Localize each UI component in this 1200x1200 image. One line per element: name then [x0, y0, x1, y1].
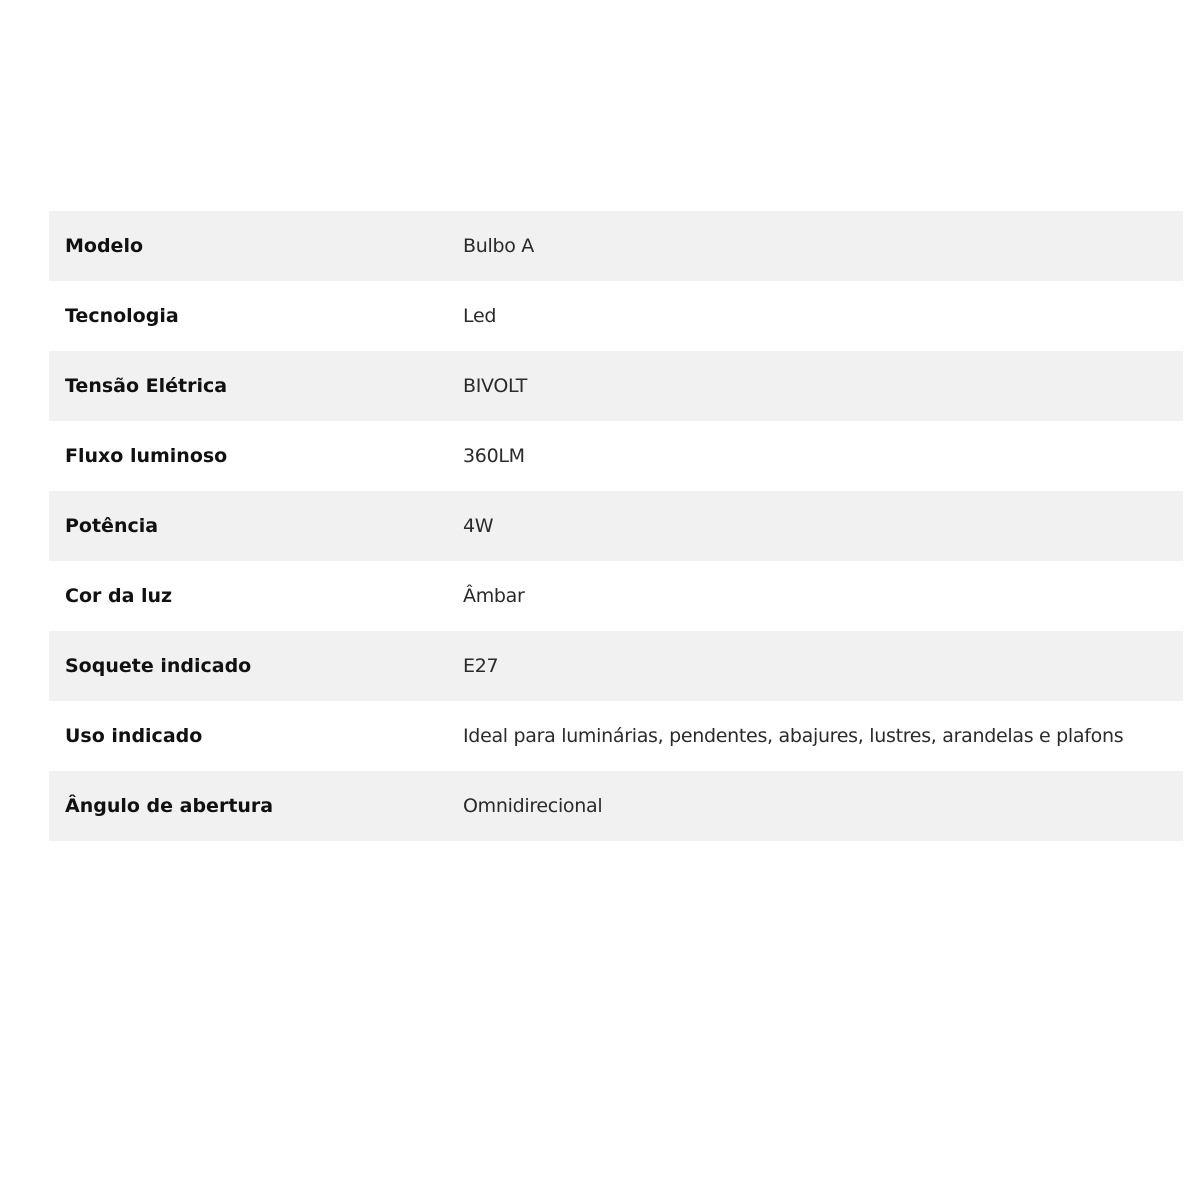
product-spec-table [49, 211, 1183, 841]
spec-label: Ângulo de abertura [65, 795, 274, 817]
spec-value: 4W [463, 515, 494, 537]
spec-label: Modelo [65, 235, 144, 257]
spec-row-tecnologia [49, 281, 1183, 351]
spec-label: Uso indicado [65, 725, 203, 747]
spec-value: Omnidirecional [463, 795, 603, 817]
spec-label: Fluxo luminoso [65, 445, 228, 467]
spec-row-modelo [49, 211, 1183, 281]
spec-value: Âmbar [463, 585, 525, 607]
spec-value: BIVOLT [463, 375, 528, 397]
spec-row-uso-indicado [49, 701, 1183, 771]
spec-row-fluxo-luminoso [49, 421, 1183, 491]
spec-row-angulo-de-abertura [49, 771, 1183, 841]
spec-label: Soquete indicado [65, 655, 252, 677]
spec-value: E27 [463, 655, 499, 677]
spec-table-body [49, 211, 1183, 841]
spec-value: Led [463, 305, 497, 327]
spec-value: Bulbo A [463, 235, 534, 257]
spec-label: Tecnologia [65, 305, 179, 327]
spec-row-tensao-eletrica [49, 351, 1183, 421]
spec-label: Potência [65, 515, 159, 537]
spec-value: Ideal para luminárias, pendentes, abajures, lustres, arandelas e plafons [463, 725, 1124, 747]
spec-row-soquete-indicado [49, 631, 1183, 701]
spec-row-potencia [49, 491, 1183, 561]
spec-value: 360LM [463, 445, 525, 467]
spec-row-cor-da-luz [49, 561, 1183, 631]
spec-label: Tensão Elétrica [65, 375, 228, 397]
spec-label: Cor da luz [65, 585, 173, 607]
